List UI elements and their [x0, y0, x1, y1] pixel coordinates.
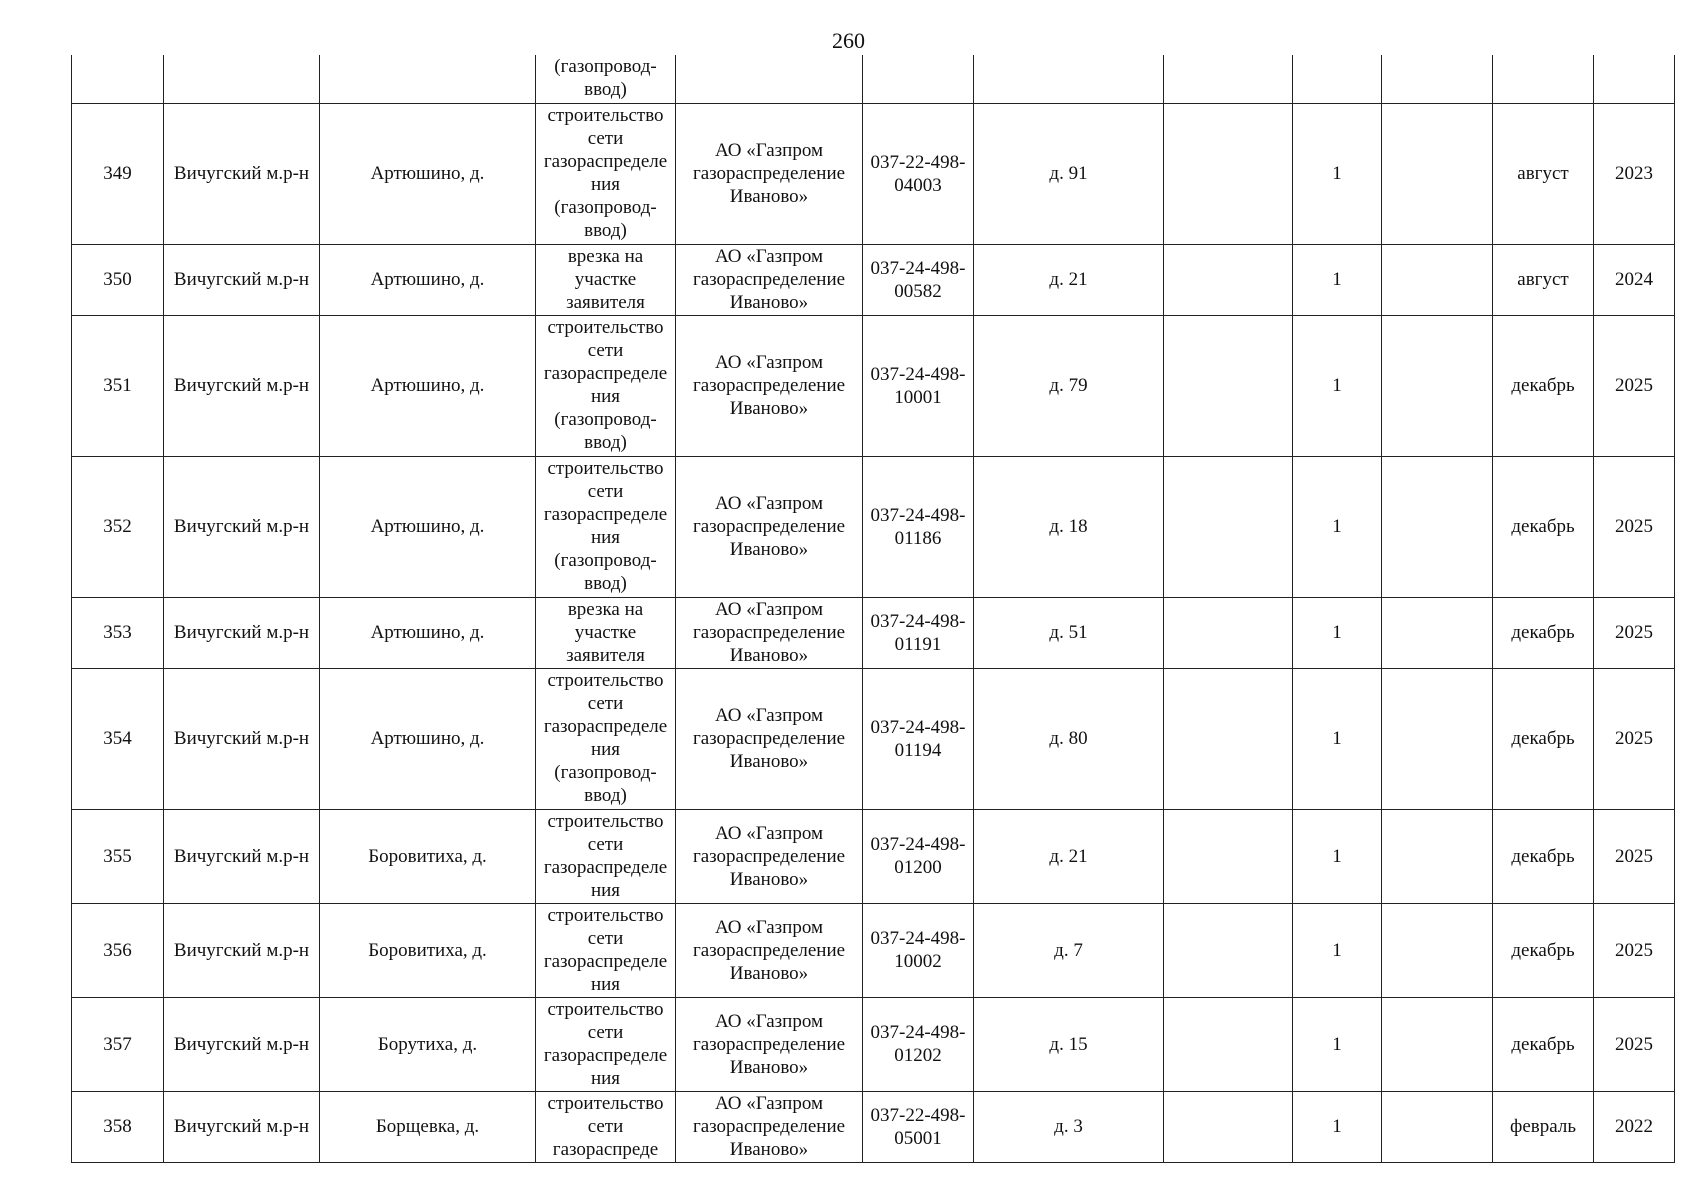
- cell-num: 357: [72, 997, 164, 1091]
- cell-code: 037-24-498-01194: [863, 668, 974, 809]
- cell-empty-1: [1164, 997, 1293, 1091]
- cell-code: 037-24-498-01186: [863, 456, 974, 597]
- cell-code: 037-22-498-05001: [863, 1091, 974, 1162]
- cell-empty-1: [1164, 315, 1293, 456]
- cell-settlement: Артюшино, д.: [320, 456, 536, 597]
- cell-house: д. 91: [974, 103, 1164, 244]
- cell-qty: 1: [1293, 103, 1382, 244]
- cell-empty-1: [1164, 103, 1293, 244]
- cell-type: строительство сети газораспределения (газопровод-ввод): [536, 103, 676, 244]
- cell-house: д. 3: [974, 1091, 1164, 1162]
- cell-org: АО «Газпром газораспределение Иваново»: [676, 1091, 863, 1162]
- cell-settlement: Борутиха, д.: [320, 997, 536, 1091]
- cell-empty-1: [1164, 1091, 1293, 1162]
- cell-district: Вичугский м.р-н: [164, 103, 320, 244]
- gas-connection-table: [71, 55, 1675, 1163]
- cell-month: декабрь: [1493, 456, 1594, 597]
- cell-year: [1594, 55, 1675, 103]
- cell-type: (газопровод-ввод): [536, 55, 676, 103]
- cell-empty-2: [1382, 668, 1493, 809]
- cell-settlement: Артюшино, д.: [320, 597, 536, 668]
- cell-district: Вичугский м.р-н: [164, 903, 320, 997]
- cell-settlement: Артюшино, д.: [320, 244, 536, 315]
- cell-empty-2: [1382, 103, 1493, 244]
- cell-month: декабрь: [1493, 997, 1594, 1091]
- cell-qty: [1293, 55, 1382, 103]
- cell-settlement: Боровитиха, д.: [320, 809, 536, 903]
- cell-month: декабрь: [1493, 809, 1594, 903]
- cell-month: февраль: [1493, 1091, 1594, 1162]
- table-row: [72, 456, 1675, 597]
- cell-type: врезка на участке заявителя: [536, 597, 676, 668]
- cell-code: 037-24-498-01191: [863, 597, 974, 668]
- cell-district: Вичугский м.р-н: [164, 668, 320, 809]
- cell-house: д. 51: [974, 597, 1164, 668]
- cell-month: декабрь: [1493, 668, 1594, 809]
- cell-empty-2: [1382, 244, 1493, 315]
- cell-year: 2024: [1594, 244, 1675, 315]
- cell-num: 349: [72, 103, 164, 244]
- cell-house: д. 18: [974, 456, 1164, 597]
- cell-settlement: Боровитиха, д.: [320, 903, 536, 997]
- cell-num: [72, 55, 164, 103]
- cell-year: 2025: [1594, 597, 1675, 668]
- cell-qty: 1: [1293, 597, 1382, 668]
- cell-type: строительство сети газораспределения: [536, 997, 676, 1091]
- cell-empty-1: [1164, 456, 1293, 597]
- table-row-continuation: [72, 55, 1675, 103]
- cell-house: д. 21: [974, 244, 1164, 315]
- cell-qty: 1: [1293, 1091, 1382, 1162]
- cell-year: 2025: [1594, 456, 1675, 597]
- cell-house: д. 7: [974, 903, 1164, 997]
- cell-org: АО «Газпром газораспределение Иваново»: [676, 668, 863, 809]
- cell-district: Вичугский м.р-н: [164, 1091, 320, 1162]
- cell-org: АО «Газпром газораспределение Иваново»: [676, 456, 863, 597]
- table-row: [72, 1091, 1675, 1162]
- cell-qty: 1: [1293, 997, 1382, 1091]
- cell-code: 037-22-498-04003: [863, 103, 974, 244]
- cell-year: 2025: [1594, 997, 1675, 1091]
- cell-empty-2: [1382, 456, 1493, 597]
- cell-type: строительство сети газораспределения (газопровод-ввод): [536, 315, 676, 456]
- cell-house: [974, 55, 1164, 103]
- cell-settlement: Борщевка, д.: [320, 1091, 536, 1162]
- cell-num: 351: [72, 315, 164, 456]
- cell-org: [676, 55, 863, 103]
- cell-empty-2: [1382, 997, 1493, 1091]
- cell-code: 037-24-498-01202: [863, 997, 974, 1091]
- cell-month: август: [1493, 103, 1594, 244]
- cell-district: Вичугский м.р-н: [164, 997, 320, 1091]
- cell-district: Вичугский м.р-н: [164, 315, 320, 456]
- cell-year: 2025: [1594, 315, 1675, 456]
- cell-settlement: Артюшино, д.: [320, 315, 536, 456]
- cell-type: строительство сети газораспределения: [536, 903, 676, 997]
- cell-district: Вичугский м.р-н: [164, 597, 320, 668]
- cell-qty: 1: [1293, 809, 1382, 903]
- table-body: [72, 55, 1675, 1162]
- cell-settlement: Артюшино, д.: [320, 668, 536, 809]
- cell-code: [863, 55, 974, 103]
- cell-num: 356: [72, 903, 164, 997]
- cell-num: 354: [72, 668, 164, 809]
- table-row: [72, 997, 1675, 1091]
- cell-empty-1: [1164, 903, 1293, 997]
- cell-district: Вичугский м.р-н: [164, 456, 320, 597]
- cell-code: 037-24-498-10002: [863, 903, 974, 997]
- cell-empty-1: [1164, 597, 1293, 668]
- cell-house: д. 21: [974, 809, 1164, 903]
- cell-org: АО «Газпром газораспределение Иваново»: [676, 809, 863, 903]
- cell-org: АО «Газпром газораспределение Иваново»: [676, 997, 863, 1091]
- cell-empty-2: [1382, 315, 1493, 456]
- page-number: 260: [832, 28, 865, 53]
- cell-qty: 1: [1293, 456, 1382, 597]
- cell-qty: 1: [1293, 315, 1382, 456]
- cell-month: август: [1493, 244, 1594, 315]
- cell-num: 353: [72, 597, 164, 668]
- cell-num: 352: [72, 456, 164, 597]
- cell-code: 037-24-498-01200: [863, 809, 974, 903]
- cell-num: 355: [72, 809, 164, 903]
- cell-house: д. 79: [974, 315, 1164, 456]
- cell-empty-2: [1382, 809, 1493, 903]
- cell-empty-2: [1382, 903, 1493, 997]
- cell-code: 037-24-498-00582: [863, 244, 974, 315]
- table-row: [72, 103, 1675, 244]
- cell-year: 2025: [1594, 809, 1675, 903]
- cell-empty-1: [1164, 244, 1293, 315]
- cell-month: [1493, 55, 1594, 103]
- cell-year: 2023: [1594, 103, 1675, 244]
- cell-type: строительство сети газораспределения (газопровод-ввод): [536, 456, 676, 597]
- cell-house: д. 80: [974, 668, 1164, 809]
- cell-month: декабрь: [1493, 597, 1594, 668]
- cell-year: 2022: [1594, 1091, 1675, 1162]
- cell-org: АО «Газпром газораспределение Иваново»: [676, 903, 863, 997]
- cell-empty-1: [1164, 55, 1293, 103]
- cell-num: 350: [72, 244, 164, 315]
- cell-type: строительство сети газораспреде: [536, 1091, 676, 1162]
- cell-month: декабрь: [1493, 315, 1594, 456]
- cell-type: строительство сети газораспределения: [536, 809, 676, 903]
- cell-type: строительство сети газораспределения (газопровод-ввод): [536, 668, 676, 809]
- table-row: [72, 668, 1675, 809]
- table-row: [72, 244, 1675, 315]
- table-row: [72, 903, 1675, 997]
- cell-type: врезка на участке заявителя: [536, 244, 676, 315]
- cell-qty: 1: [1293, 903, 1382, 997]
- cell-district: Вичугский м.р-н: [164, 244, 320, 315]
- cell-empty-1: [1164, 668, 1293, 809]
- cell-org: АО «Газпром газораспределение Иваново»: [676, 597, 863, 668]
- cell-settlement: Артюшино, д.: [320, 103, 536, 244]
- cell-empty-1: [1164, 809, 1293, 903]
- cell-org: АО «Газпром газораспределение Иваново»: [676, 103, 863, 244]
- cell-settlement: [320, 55, 536, 103]
- cell-district: [164, 55, 320, 103]
- cell-num: 358: [72, 1091, 164, 1162]
- cell-year: 2025: [1594, 668, 1675, 809]
- cell-qty: 1: [1293, 668, 1382, 809]
- cell-code: 037-24-498-10001: [863, 315, 974, 456]
- cell-year: 2025: [1594, 903, 1675, 997]
- cell-empty-2: [1382, 597, 1493, 668]
- cell-empty-2: [1382, 55, 1493, 103]
- table-row: [72, 315, 1675, 456]
- cell-district: Вичугский м.р-н: [164, 809, 320, 903]
- table-row: [72, 809, 1675, 903]
- table-row: [72, 597, 1675, 668]
- cell-org: АО «Газпром газораспределение Иваново»: [676, 244, 863, 315]
- cell-qty: 1: [1293, 244, 1382, 315]
- cell-month: декабрь: [1493, 903, 1594, 997]
- cell-org: АО «Газпром газораспределение Иваново»: [676, 315, 863, 456]
- cell-house: д. 15: [974, 997, 1164, 1091]
- cell-empty-2: [1382, 1091, 1493, 1162]
